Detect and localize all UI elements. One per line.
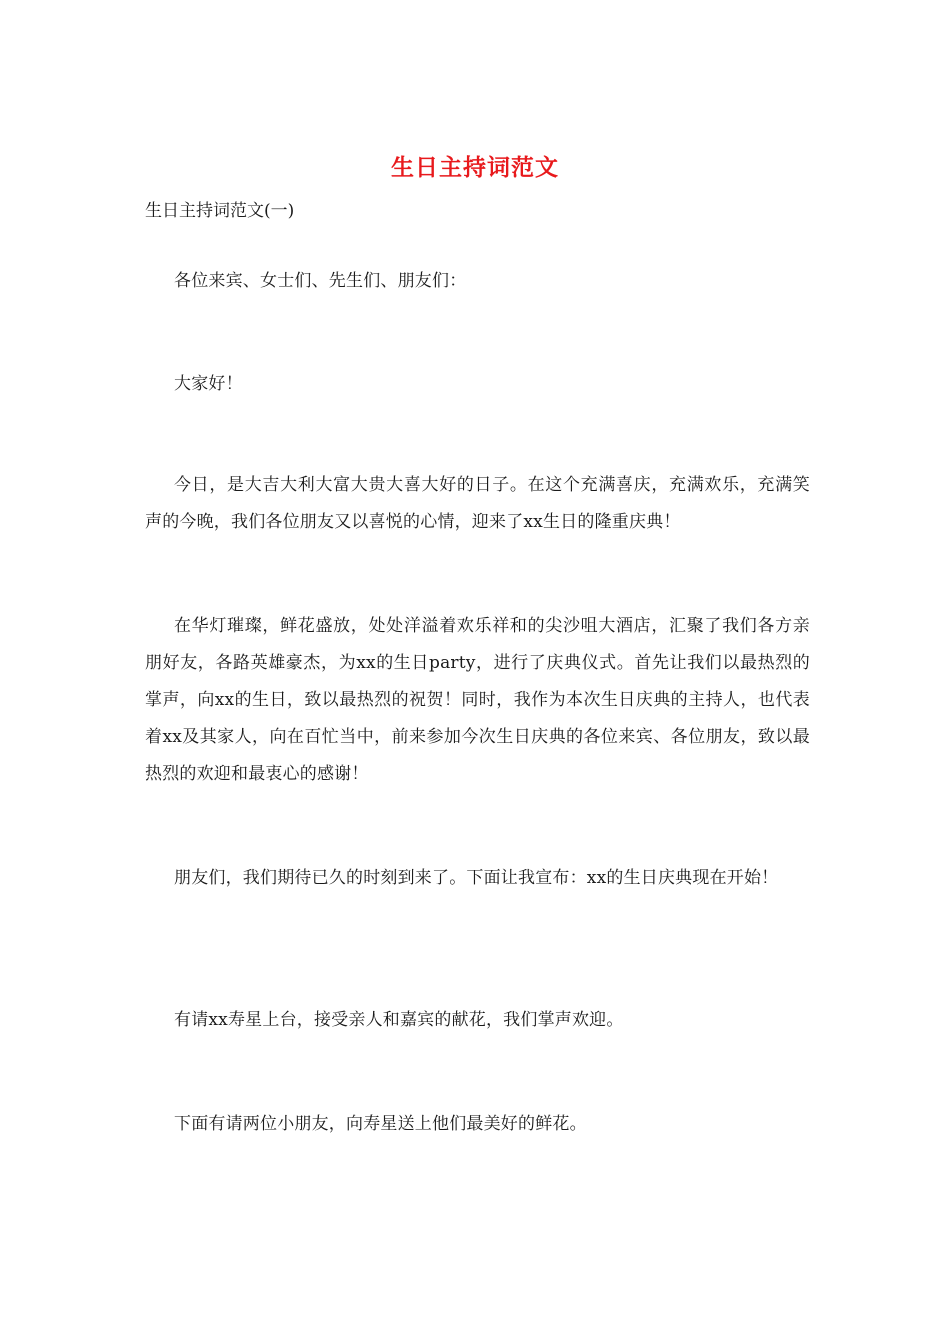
paragraph-announce: 朋友们，我们期待已久的时刻到来了。下面让我宣布：xx的生日庆典现在开始！ (174, 868, 779, 888)
paragraph-hello: 大家好！ (174, 374, 243, 394)
document-title: 生日主持词范文 (391, 154, 559, 181)
paragraph-flowers: 有请xx寿星上台，接受亲人和嘉宾的献花，我们掌声欢迎。 (174, 1010, 624, 1030)
document-subtitle: 生日主持词范文(一) (145, 201, 295, 221)
paragraph-greeting: 各位来宾、女士们、先生们、朋友们： (174, 271, 467, 291)
paragraph-today: 今日，是大吉大利大富大贵大喜大好的日子。在这个充满喜庆，充满欢乐，充满笑声的今晚，我们各位朋友又以喜悦的心情，迎来了xx生日的隆重庆典！ (145, 475, 810, 532)
paragraph-venue: 在华灯璀璨，鲜花盛放，处处洋溢着欢乐祥和的尖沙咀大酒店，汇聚了我们各方亲朋好友，各路英雄豪杰，为xx的生日party，进行了庆典仪式。首先让我们以最热烈的掌声，向xx的生日，致以最热烈的祝贺！同时，我作为本次生日庆典的主持人，也代表着xx及其家人，向在百忙当中，前来参加今次生日庆典的各位来宾、各位朋友，致以最热烈的欢迎和最衷心的感谢！ (145, 616, 810, 784)
paragraph-children: 下面有请两位小朋友，向寿星送上他们最美好的鲜花。 (174, 1114, 587, 1134)
